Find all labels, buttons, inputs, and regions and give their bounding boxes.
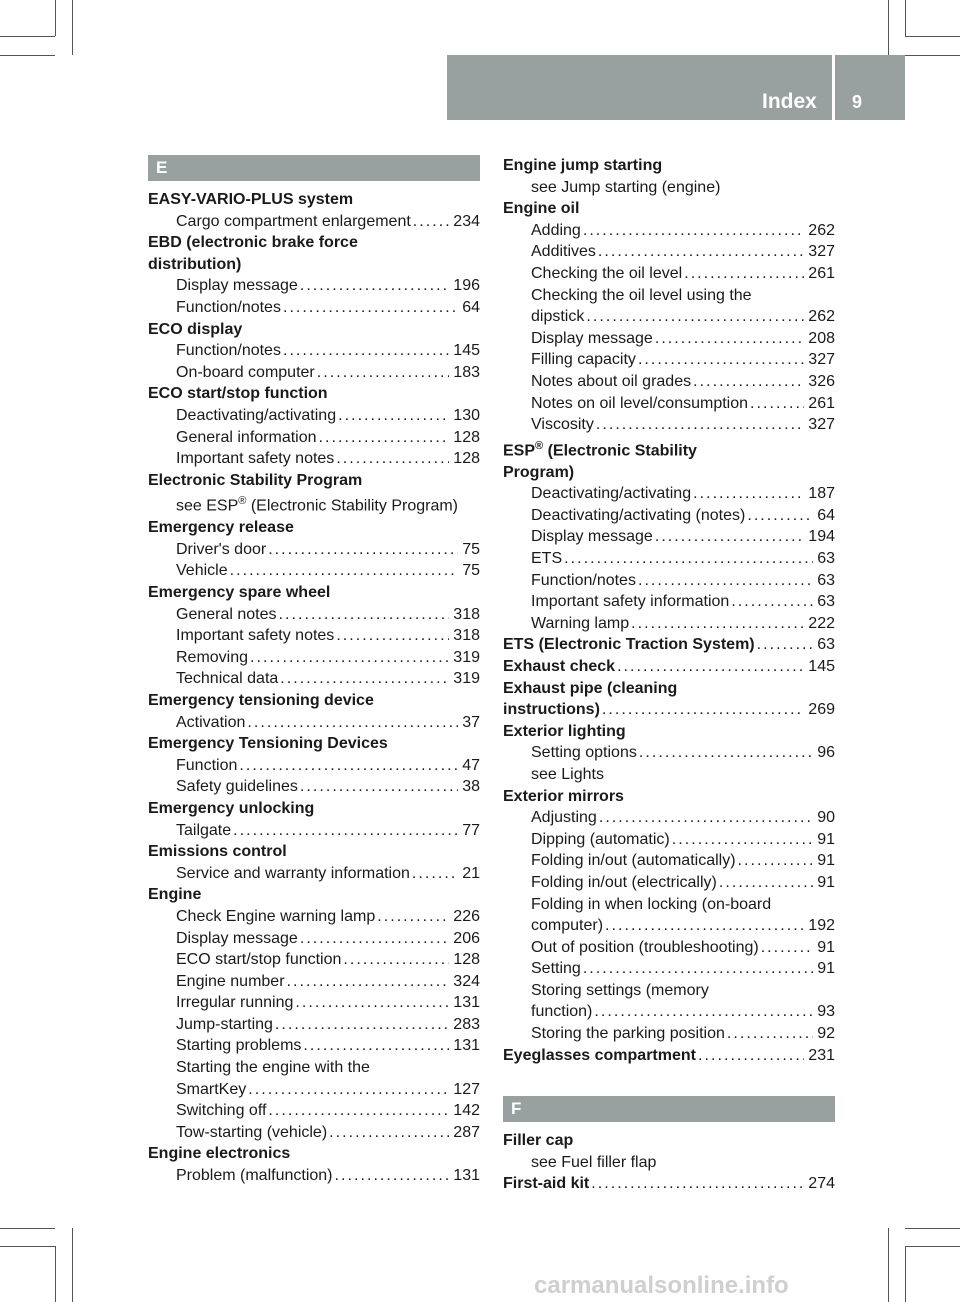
index-heading: Engine (148, 886, 202, 904)
crop-mark (0, 1228, 55, 1229)
crop-mark (55, 1246, 56, 1302)
index-heading: ESP® (Electronic Stability (503, 439, 697, 460)
index-heading: Emergency spare wheel (148, 584, 331, 602)
crop-mark (888, 0, 889, 55)
crop-mark (905, 1228, 960, 1229)
index-heading: Emergency unlocking (148, 799, 315, 817)
see-reference[interactable]: see Jump starting (engine) (531, 178, 721, 196)
see-reference[interactable]: see ESP® (Electronic Stability Program) (176, 495, 458, 515)
index-entry[interactable]: General information . . . 128 (148, 427, 480, 449)
index-heading: Engine jump starting (503, 157, 663, 174)
index-heading: Exhaust pipe (cleaning (503, 679, 678, 697)
index-heading: EASY-VARIO-PLUS system (148, 191, 354, 208)
index-entry[interactable]: ETS (Electronic Traction System) . . . 63 (503, 634, 835, 656)
section-letter-e: E (148, 155, 480, 181)
index-heading: Engine oil (503, 200, 580, 218)
index-entry[interactable]: Cargo compartment enlargement . . . 234 (148, 211, 480, 233)
index-heading: Filler cap (503, 1132, 574, 1150)
index-column-right (503, 155, 835, 1195)
index-entry-line[interactable]: Folding in when locking (on-board (531, 895, 772, 913)
index-entry-line[interactable]: Checking the oil level using the (531, 286, 752, 304)
index-entry[interactable]: First-aid kit . . . 274 (503, 1173, 835, 1195)
index-entry[interactable]: Vehicle . . . 75 (148, 560, 480, 582)
crop-mark (905, 1246, 960, 1247)
crop-mark (905, 1246, 906, 1302)
index-entry[interactable]: Function/notes . . . 64 (148, 297, 480, 319)
index-entry[interactable]: Checking the oil level . . . 261 (503, 263, 835, 285)
index-entry[interactable]: Driver's door . . . 75 (148, 539, 480, 561)
index-entry[interactable]: Engine number . . . 324 (148, 971, 480, 993)
index-heading: Emergency tensioning device (148, 691, 374, 709)
crop-mark (0, 36, 55, 37)
index-entry[interactable]: Notes on oil level/consumption . . . 261 (503, 393, 835, 415)
index-entry-line[interactable]: Starting the engine with the (176, 1059, 370, 1077)
index-entry[interactable]: Eyeglasses compartment . . . 231 (503, 1045, 835, 1067)
index-entry[interactable]: Jump-starting . . . 283 (148, 1014, 480, 1036)
index-entry[interactable]: Display message . . . 196 (148, 275, 480, 297)
index-entry[interactable]: Tow-starting (vehicle) . . . 287 (148, 1122, 480, 1144)
index-heading: Exterior mirrors (503, 787, 624, 805)
index-heading: Program) (503, 463, 575, 481)
page-title: Index (762, 90, 817, 113)
crop-mark (0, 55, 55, 56)
index-entry[interactable]: Important safety notes . . . 128 (148, 448, 480, 470)
crop-mark (72, 1228, 73, 1302)
index-entry[interactable]: Function . . . 47 (148, 755, 480, 777)
index-heading: distribution) (148, 255, 242, 273)
index-heading: Emissions control (148, 843, 287, 861)
crop-mark (905, 36, 960, 37)
index-entry[interactable]: Setting options . . . 96 (503, 742, 835, 764)
header-band (447, 55, 905, 120)
index-heading: EBD (electronic brake force (148, 234, 358, 252)
index-entry[interactable]: Deactivating/activating . . . 187 (503, 483, 835, 505)
crop-mark (905, 55, 960, 56)
index-heading: Engine electronics (148, 1145, 291, 1163)
index-heading: ECO start/stop function (148, 385, 328, 403)
index-heading: Emergency Tensioning Devices (148, 735, 388, 753)
see-reference[interactable]: see Lights (531, 765, 604, 783)
index-entry[interactable]: Setting . . . 91 (503, 958, 835, 980)
index-entry[interactable]: Dipping (automatic) . . . 91 (503, 829, 835, 851)
index-entry[interactable]: Warning lamp . . . 222 (503, 613, 835, 635)
watermark: carmanualsonline.info (534, 1272, 789, 1299)
index-entry[interactable]: function) . . . 93 (503, 1001, 835, 1023)
index-entry[interactable]: instructions) . . . 269 (503, 699, 835, 721)
crop-mark (888, 1228, 889, 1302)
index-entry[interactable]: Irregular running . . . 131 (148, 992, 480, 1014)
index-entry[interactable]: Check Engine warning lamp . . . 226 (148, 906, 480, 928)
crop-mark (55, 0, 56, 36)
index-entry[interactable]: Deactivating/activating . . . 130 (148, 405, 480, 427)
index-entry[interactable]: Tailgate . . . 77 (148, 820, 480, 842)
index-column-left (148, 155, 480, 1187)
index-entry[interactable]: Folding in/out (automatically) . . . 91 (503, 850, 835, 872)
index-entry[interactable]: ETS . . . 63 (503, 548, 835, 570)
index-entry[interactable]: SmartKey . . . 127 (148, 1079, 480, 1101)
index-entry[interactable]: Problem (malfunction) . . . 131 (148, 1165, 480, 1187)
index-entry[interactable]: Activation . . . 37 (148, 712, 480, 734)
index-entry[interactable]: ECO start/stop function . . . 128 (148, 949, 480, 971)
index-entry[interactable]: Exhaust check . . . 145 (503, 656, 835, 678)
index-heading: Exterior lighting (503, 722, 626, 740)
index-entry[interactable]: Adding . . . 262 (503, 220, 835, 242)
index-entry[interactable]: Notes about oil grades . . . 326 (503, 371, 835, 393)
index-entry[interactable]: Function/notes . . . 63 (503, 570, 835, 592)
index-entry[interactable]: Additives . . . 327 (503, 241, 835, 263)
section-letter-f: F (503, 1096, 835, 1122)
index-entry-line[interactable]: Storing settings (memory (531, 981, 709, 999)
index-entry[interactable]: Filling capacity . . . 327 (503, 349, 835, 371)
index-entry[interactable]: Display message . . . 206 (148, 928, 480, 950)
index-entry[interactable]: Display message . . . 208 (503, 328, 835, 350)
index-entry[interactable]: Removing . . . 319 (148, 647, 480, 669)
index-heading: Emergency release (148, 519, 294, 537)
index-heading: ECO display (148, 320, 243, 338)
crop-mark (905, 0, 906, 36)
index-heading: Electronic Stability Program (148, 471, 363, 489)
index-entry[interactable]: Service and warranty information . . . 21 (148, 863, 480, 885)
index-entry[interactable]: Storing the parking position . . . 92 (503, 1023, 835, 1045)
header-separator (832, 55, 835, 120)
index-entry[interactable]: Starting problems . . . 131 (148, 1035, 480, 1057)
index-entry[interactable]: Out of position (troubleshooting) . . . 91 (503, 937, 835, 959)
index-entry[interactable]: Technical data . . . 319 (148, 668, 480, 690)
index-entry[interactable]: Adjusting . . . 90 (503, 807, 835, 829)
index-entry[interactable]: Folding in/out (electrically) . . . 91 (503, 872, 835, 894)
index-entry[interactable]: Function/notes . . . 145 (148, 340, 480, 362)
page-number: 9 (852, 92, 863, 112)
index-entry[interactable]: computer) . . . 192 (503, 915, 835, 937)
index-entry[interactable]: On-board computer . . . 183 (148, 362, 480, 384)
index-entry[interactable]: Viscosity . . . 327 (503, 414, 835, 436)
index-entry[interactable]: Safety guidelines . . . 38 (148, 776, 480, 798)
index-entry[interactable]: Important safety notes . . . 318 (148, 625, 480, 647)
index-entry[interactable]: Display message . . . 194 (503, 526, 835, 548)
crop-mark (72, 0, 73, 55)
index-entry[interactable]: Switching off . . . 142 (148, 1100, 480, 1122)
index-entry[interactable]: Deactivating/activating (notes) . . . 64 (503, 505, 835, 527)
index-entry[interactable]: Important safety information . . . 63 (503, 591, 835, 613)
crop-mark (0, 1246, 55, 1247)
see-reference[interactable]: see Fuel filler flap (531, 1153, 657, 1171)
index-entry[interactable]: dipstick . . . 262 (503, 306, 835, 328)
index-entry[interactable]: General notes . . . 318 (148, 604, 480, 626)
